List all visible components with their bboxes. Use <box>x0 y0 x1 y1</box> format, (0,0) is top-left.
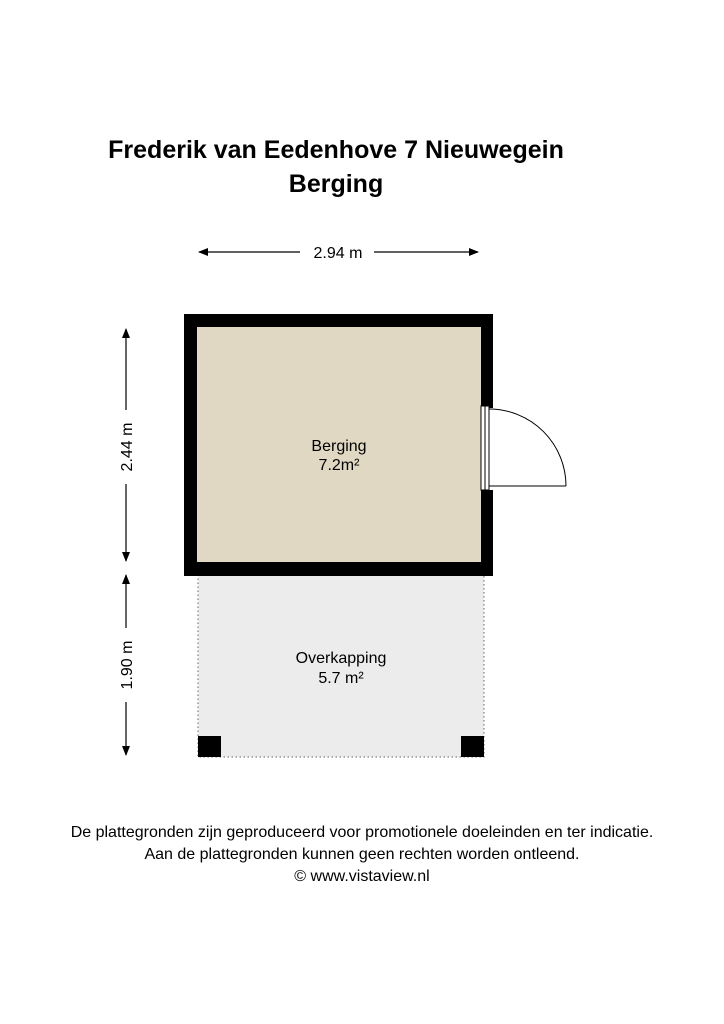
support-post-right <box>461 736 484 757</box>
door[interactable] <box>481 406 566 490</box>
overkapping-depth-dimension <box>119 575 136 755</box>
berging-area: 7.2m² <box>318 457 360 474</box>
berging-depth-dimension <box>119 329 136 561</box>
overkapping-depth-label: 1.90 m <box>119 640 136 690</box>
support-post-left <box>198 736 221 757</box>
overkapping-name: Overkapping <box>295 650 387 667</box>
disclaimer <box>0 822 724 888</box>
floor-title: Berging <box>288 170 384 198</box>
disclaimer-line-2: Aan de plattegronden kunnen geen rechten worden ontleend. <box>144 846 580 863</box>
width-dimension <box>199 245 478 262</box>
width-label: 2.94 m <box>313 245 363 262</box>
copyright: © www.vistaview.nl <box>294 868 430 885</box>
disclaimer-line-1: De plattegronden zijn geproduceerd voor promotionele doeleinden en ter indicatie. <box>70 824 654 841</box>
overkapping-area: 5.7 m² <box>318 670 364 687</box>
berging-depth-label: 2.44 m <box>119 422 136 472</box>
address-title: Frederik van Eedenhove 7 Nieuwegein <box>108 136 564 164</box>
berging-name: Berging <box>311 438 367 455</box>
